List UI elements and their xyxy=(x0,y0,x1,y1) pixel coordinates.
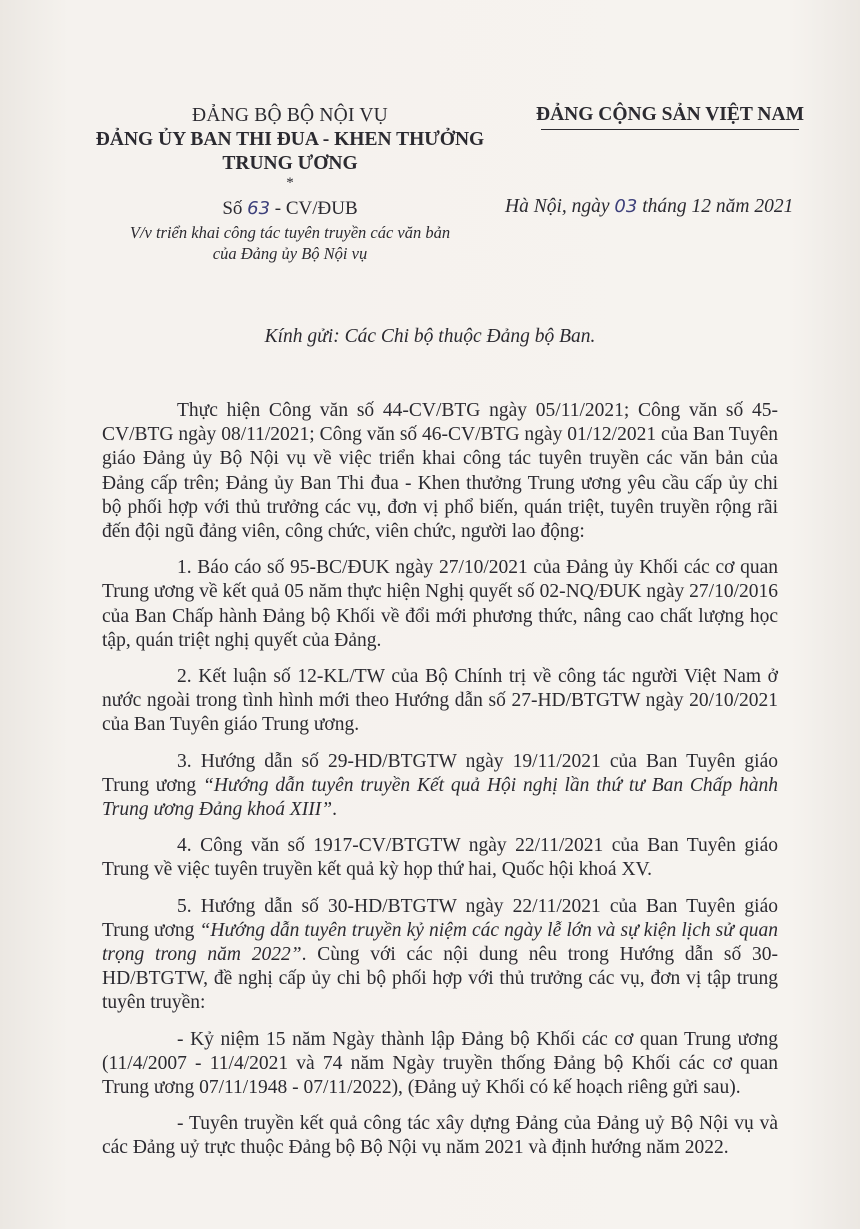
item-1: 1. Báo cáo số 95-BC/ĐUK ngày 27/10/2021 của Đảng ủy Khối các cơ quan Trung ương về kết quả 05 năm thực hiện Nghị quyết số 02-NQ/ĐUK ngày 27/10/2016 của Ban Chấp hành Đảng bộ Khối về đổi mới phương thức, nâng cao chất lượng học tập, quán triệt nghị quyết của Đảng. xyxy=(102,557,778,651)
issuing-committee-line2: TRUNG ƯƠNG xyxy=(222,153,358,174)
item-2: 2. Kết luận số 12-KL/TW của Bộ Chính trị về công tác người Việt Nam ở nước ngoài trong tình hình mới theo Hướng dẫn số 27-HD/BTGTW ngày 20/10/2021 của Ban Tuyên giáo Trung ương. xyxy=(102,666,778,736)
issuing-authority xyxy=(60,104,520,190)
date-prefix: Hà Nội, ngày xyxy=(505,196,610,217)
document-date xyxy=(505,196,815,218)
header-star: * xyxy=(286,175,294,191)
handwritten-number: 63 xyxy=(247,198,271,219)
salutation xyxy=(0,326,860,348)
date-suffix: tháng 12 năm 2021 xyxy=(642,196,794,217)
issuing-committee-line1: ĐẢNG ỦY BAN THI ĐUA - KHEN THƯỞNG xyxy=(95,129,485,150)
party-title-text: ĐẢNG CỘNG SẢN VIỆT NAM xyxy=(536,104,804,125)
subject-line-1: V/v triển khai công tác tuyên truyền các văn bản xyxy=(129,223,451,242)
item-5-quote: “Hướng dẫn tuyên truyền kỷ niệm các ngày lễ lớn và sự kiện lịch sử quan trọng trong năm 2022” xyxy=(102,919,778,966)
item-5-end: . Cùng với các nội dung nêu trong Hướng dẫn số 30-HD/BTGTW, đề nghị cấp ủy chi bộ phối hợp với thủ trưởng các vụ, đơn vị tập trung tuyên truyền: xyxy=(102,944,778,1014)
salutation-text: Kính gửi: Các Chi bộ thuộc Đảng bộ Ban. xyxy=(264,326,596,347)
item-3 xyxy=(102,750,778,823)
item-3-end: . xyxy=(332,799,337,821)
subject-line-2: của Đảng ủy Bộ Nội vụ xyxy=(212,244,368,263)
item-5 xyxy=(102,895,778,1016)
parent-party-committee: ĐẢNG BỘ BỘ NỘI VỤ xyxy=(192,105,388,126)
document-body xyxy=(102,399,778,1173)
national-party-title xyxy=(520,104,820,130)
handwritten-day: 03 xyxy=(614,196,638,217)
bullet-1: - Kỷ niệm 15 năm Ngày thành lập Đảng bộ Khối các cơ quan Trung ương (11/4/2007 - 11/4/2021 và 74 năm Ngày truyền thống Đảng bộ Khối các cơ quan Trung ương 07/11/1948 - 07/11/2022), (Đảng uỷ Khối có kế hoạch riêng gửi sau). xyxy=(102,1028,778,1099)
item-3-quote: “Hướng dẫn tuyên truyền Kết quả Hội nghị lần thứ tư Ban Chấp hành Trung ương Đảng khoá XIII” xyxy=(102,774,778,821)
number-suffix: - CV/ĐUB xyxy=(274,198,358,219)
party-title-underline xyxy=(541,129,799,130)
number-prefix: Số xyxy=(222,198,243,219)
item-4: 4. Công văn số 1917-CV/BTGTW ngày 22/11/2021 của Ban Tuyên giáo Trung về việc tuyên truyền kết quả kỳ họp thứ hai, Quốc hội khoá XV. xyxy=(102,835,778,881)
bullet-2: - Tuyên truyền kết quả công tác xây dựng Đảng của Đảng uỷ Bộ Nội vụ và các Đảng uỷ trực thuộc Đảng bộ Bộ Nội vụ năm 2021 và định hướng năm 2022. xyxy=(102,1113,778,1159)
document-number xyxy=(60,198,520,220)
document-subject xyxy=(90,222,490,264)
item-5-text: 5. Hướng dẫn số 30-HD/BTGTW ngày 22/11/2021 của Ban Tuyên giáo Trung ương xyxy=(102,895,778,941)
intro-paragraph: Thực hiện Công văn số 44-CV/BTG ngày 05/11/2021; Công văn số 45-CV/BTG ngày 08/11/2021; Công văn số 46-CV/BTG ngày 01/12/2021 của Ban Tuyên giáo Đảng ủy Bộ Nội vụ về việc triển khai công tác tuyên truyền các văn bản của Đảng cấp trên; Đảng ủy Ban Thi đua - Khen thưởng Trung ương yêu cầu cấp ủy chi bộ phối hợp với thủ trưởng các vụ, đơn vị phổ biến, quán triệt, tuyên truyền rộng rãi đến đội ngũ đảng viên, công chức, viên chức, người lao động: xyxy=(102,400,778,543)
item-3-text: 3. Hướng dẫn số 29-HD/BTGTW ngày 19/11/2021 của Ban Tuyên giáo Trung ương xyxy=(102,750,778,796)
